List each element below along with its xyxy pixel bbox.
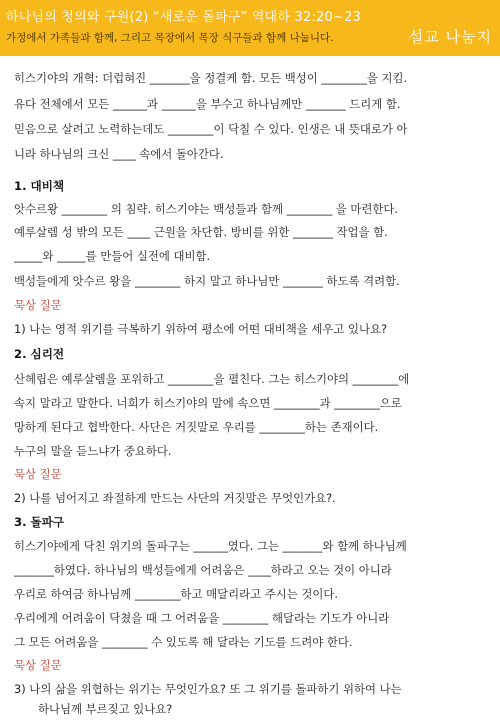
section-line: 망하게 된다고 협박한다. 사단은 거짓말로 우리를 ________하는 존재이다. [14, 420, 379, 434]
sermon-subtitle: 가정에서 가족들과 함께, 그리고 목장에서 목장 식구들과 함께 나눕니다. [6, 32, 334, 44]
header-banner [0, 0, 500, 56]
section-line: _______하였다. 하나님의 백성들에게 어려움은 ____하라고 오는 것이 아니라 [14, 563, 392, 577]
section-line: 예루살렘 성 밖의 모든 ____ 근원을 차단함. 방비를 위한 _______ 작업을 함. [14, 225, 388, 239]
meditation-question: 3) 나의 삶을 위협하는 위기는 무엇인가요? 또 그 위기를 돌파하기 위하여 나는 [14, 682, 402, 696]
section-line: 우리로 하여금 하나님께 ________하고 매달리라고 주시는 것이다. [14, 587, 338, 601]
intro-line: 니라 하나님의 크신 ____ 속에서 돌아간다. [14, 147, 224, 161]
intro-line: 믿음으로 살려고 노력하는데도 ________이 닥칠 수 있다. 인생은 내 뜻대로가 아 [14, 122, 408, 136]
section-heading: 3. 돌파구 [14, 515, 65, 529]
section-line: 누구의 말을 듣느냐가 중요하다. [14, 444, 172, 458]
meditation-question: 1) 나는 영적 위기를 극복하기 위하여 평소에 어떤 대비책을 세우고 있나요? [14, 322, 388, 336]
section-line: 속지 말라고 말한다. 너희가 히스기야의 말에 속으면 ________과 ________으로 [14, 396, 402, 410]
intro-line: 히스기야의 개혁: 더럽혀진 _______을 정결케 함. 모든 백성이 ________을 지킴. [14, 71, 408, 85]
intro-line: 유다 전체에서 모든 ______과 ______을 부수고 하나님께만 _______ 드리게 함. [14, 97, 401, 111]
meditation-question: 2) 나를 넘어지고 좌절하게 만드는 사단의 거짓말은 무엇인가요?. [14, 491, 336, 505]
meditation-label: 묵상 질문 [14, 658, 62, 672]
section-heading: 2. 심리전 [14, 347, 65, 361]
meditation-question-continued: 하나님께 부르짖고 있나요? [38, 702, 173, 716]
section-line: _____와 _____를 만들어 실전에 대비함. [14, 249, 211, 263]
section-line: 백성들에게 앗수르 왕을 ________ 하지 말고 하나님만 _______ 하도록 격려함. [14, 274, 400, 288]
section-line: 우리에게 어려움이 닥쳤을 때 그 어려움을 ________ 해달라는 기도가 아니라 [14, 611, 390, 625]
section-line: 히스기야에게 닥친 위기의 돌파구는 ______였다. 그는 _______와 함께 하나님께 [14, 539, 407, 553]
section-line: 산헤립은 예루살렘을 포위하고 ________을 펼친다. 그는 히스기야의 ________에 [14, 372, 410, 386]
sermon-title: 하나님의 청의와 구원(2) “새로운 돌파구” 역대하 32:20~23 [6, 10, 362, 25]
meditation-label: 묵상 질문 [14, 467, 62, 481]
section-line: 그 모든 어려움을 ________ 수 있도록 해 달라는 기도를 드려야 한다. [14, 635, 353, 649]
meditation-label: 묵상 질문 [14, 298, 62, 312]
section-line: 앗수르왕 ________ 의 침략. 히스기야는 백성들과 함께 ________ 을 마련한다. [14, 202, 399, 216]
section-heading: 1. 대비책 [14, 179, 65, 193]
sermon-badge: 설교 나눔지 [408, 28, 492, 46]
